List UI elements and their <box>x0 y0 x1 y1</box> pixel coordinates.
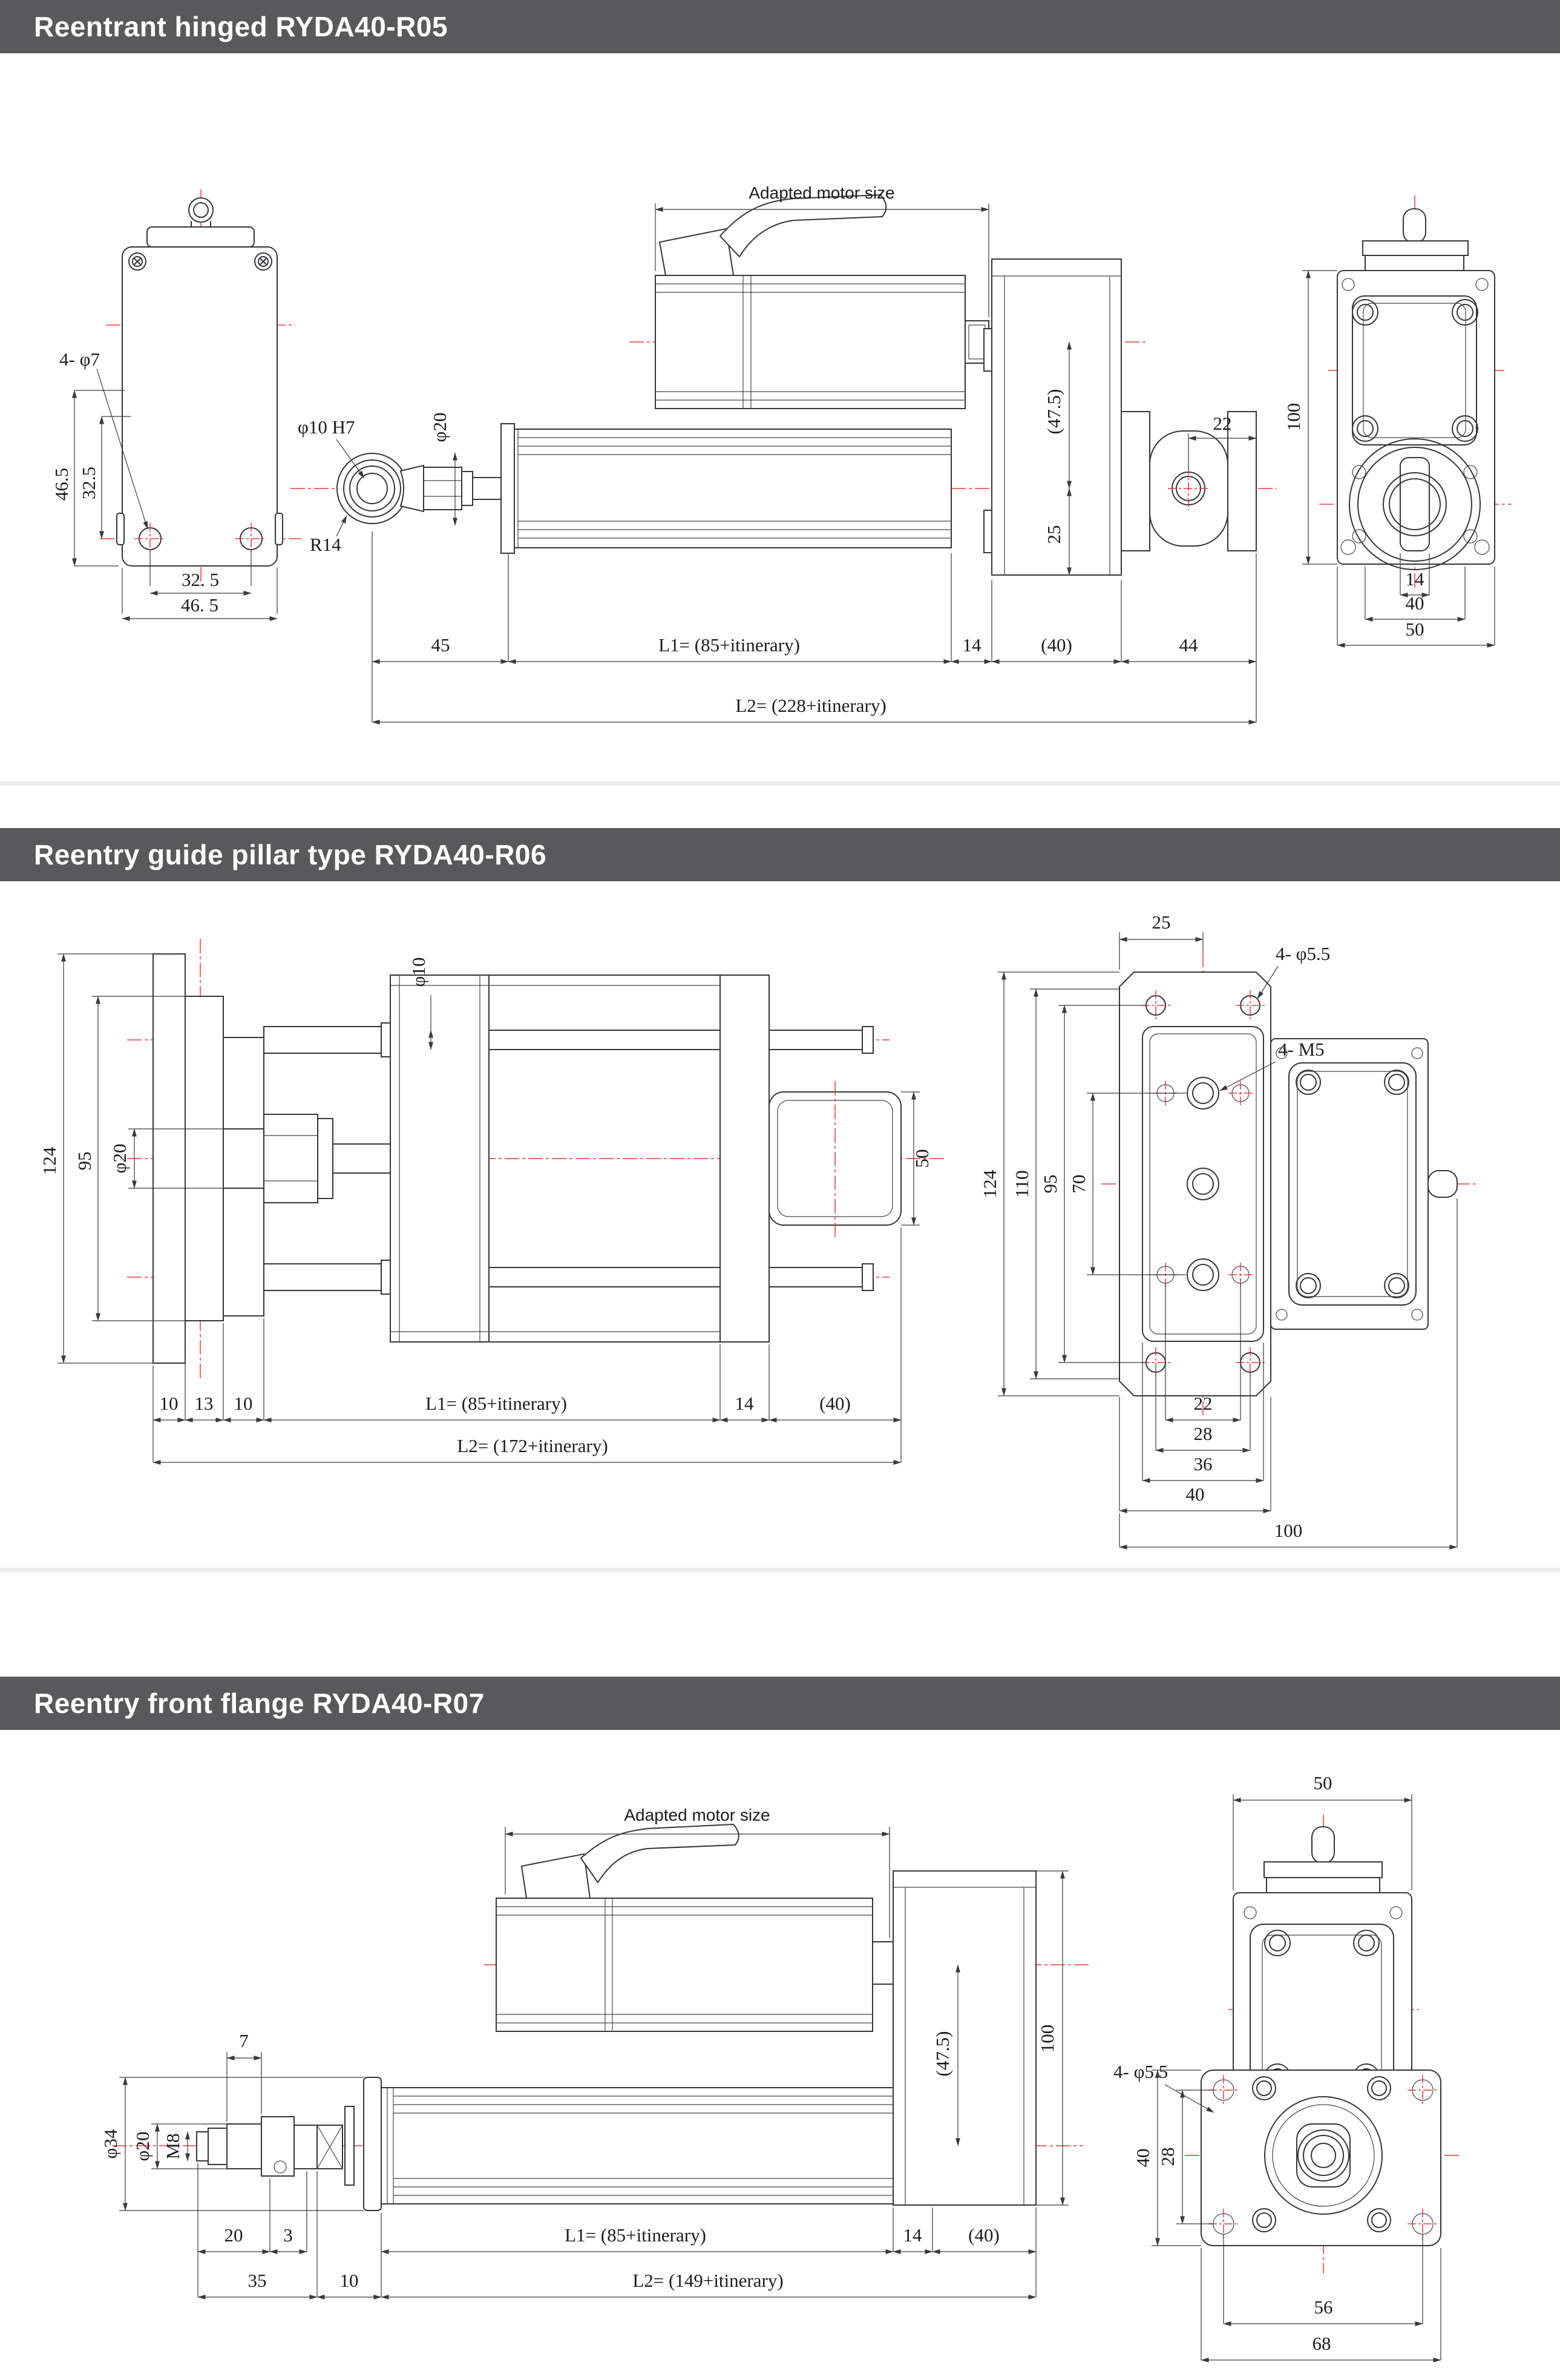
section2-title: Reentry guide pillar type RYDA40-R06 <box>34 839 547 870</box>
s2-dim-40: (40) <box>819 1393 851 1414</box>
s2-dim-w22: 22 <box>1193 1393 1213 1414</box>
section2-header <box>0 828 1560 881</box>
s2-dim-4phi55: 4- φ5.5 <box>1276 943 1331 964</box>
s1-dim-22: 22 <box>1213 413 1232 434</box>
s3-dim-4phi55: 4- φ5.5 <box>1113 2061 1168 2082</box>
s2-left-view <box>39 939 944 1462</box>
s3-dim-28v: 28 <box>1157 2147 1178 2166</box>
s2-dim-95: 95 <box>74 1151 95 1171</box>
s1-dim-r14: R14 <box>310 534 341 555</box>
s3-dim-68: 68 <box>1312 2333 1331 2354</box>
s2-dim-13: 13 <box>194 1393 214 1414</box>
s2-dim-l1: L1= (85+itinerary) <box>425 1393 567 1414</box>
s2-dim-phi10: φ10 <box>408 957 429 987</box>
s1-dim-40: (40) <box>1041 634 1072 656</box>
s1-dim-25: 25 <box>1043 525 1064 544</box>
s2-dim-10b: 10 <box>234 1393 253 1414</box>
s3-adapted-motor-label: Adapted motor size <box>624 1806 770 1824</box>
s1-front-view <box>51 189 301 619</box>
s3-dim-phi20: φ20 <box>132 2131 153 2161</box>
s1-dim-l1: L1= (85+itinerary) <box>658 634 800 656</box>
section3-header <box>0 1677 1560 1730</box>
s2-dim-95r: 95 <box>1040 1174 1061 1194</box>
s2-dim-w28: 28 <box>1193 1423 1213 1444</box>
s2-dim-124: 124 <box>39 1146 60 1175</box>
s1-dim-325v: 32.5 <box>78 466 99 500</box>
s3-dim-56: 56 <box>1314 2296 1333 2318</box>
s1-adapted-motor-label: Adapted motor size <box>749 183 895 202</box>
s1-dim-465b: 46. 5 <box>181 594 218 616</box>
s3-dim-20: 20 <box>224 2224 243 2246</box>
section-divider-2 <box>0 1568 1560 1573</box>
s2-dim-10a: 10 <box>159 1393 179 1414</box>
s1-dim-phi10h7: φ10 H7 <box>298 416 355 438</box>
s1-dim-325b: 32. 5 <box>182 569 219 590</box>
s1-dim-14: 14 <box>962 634 982 656</box>
s2-dim-14: 14 <box>735 1393 754 1414</box>
s2-dim-110: 110 <box>1011 1170 1032 1198</box>
s3-dim-50: 50 <box>1313 1772 1332 1793</box>
s2-right-view <box>979 912 1476 1547</box>
s3-dim-l2: L2= (149+itinerary) <box>632 2270 784 2291</box>
s1-dim-44: 44 <box>1179 634 1198 656</box>
s3-dim-3: 3 <box>283 2224 293 2246</box>
s2-dim-w36: 36 <box>1193 1453 1213 1474</box>
s3-dim-35: 35 <box>247 2270 267 2291</box>
drawing-ryda40-r06 <box>0 881 1560 1568</box>
s2-dim-l2: L2= (172+itinerary) <box>457 1435 608 1456</box>
s3-dim-phi34: φ34 <box>100 2129 121 2159</box>
s3-left-view <box>100 1806 1089 2297</box>
section1-title: Reentrant hinged RYDA40-R05 <box>34 11 448 42</box>
s2-dim-25: 25 <box>1152 912 1171 933</box>
s2-dim-50: 50 <box>911 1149 932 1168</box>
s3-right-view <box>1113 1772 1461 2360</box>
s1-dim-4phi7: 4- φ7 <box>59 349 100 370</box>
s2-dim-phi20: φ20 <box>109 1143 130 1174</box>
s1-side-view <box>290 183 1277 722</box>
s3-dim-100: 100 <box>1037 2024 1058 2053</box>
s2-dim-w100: 100 <box>1274 1520 1303 1541</box>
s1-dim-l2: L2= (228+itinerary) <box>735 695 887 716</box>
s1-dim-465v: 46.5 <box>51 467 72 501</box>
s3-dim-475: (47.5) <box>932 2031 953 2077</box>
s1-dim-w40: 40 <box>1405 593 1424 614</box>
section-divider-1 <box>0 781 1560 786</box>
section3-title: Reentry front flange RYDA40-R07 <box>34 1688 485 1719</box>
section1-header <box>0 0 1560 53</box>
s3-dim-40: (40) <box>968 2224 1000 2246</box>
s3-dim-10: 10 <box>339 2270 359 2291</box>
s1-dim-w14: 14 <box>1405 568 1424 590</box>
s2-dim-4m5: 4- M5 <box>1278 1039 1325 1060</box>
s1-rear-view <box>1283 196 1512 645</box>
s2-dim-w40: 40 <box>1185 1484 1205 1505</box>
s3-dim-14: 14 <box>903 2224 922 2246</box>
s1-dim-phi20: φ20 <box>429 412 450 442</box>
drawing-ryda40-r05 <box>0 53 1560 781</box>
s3-dim-40v: 40 <box>1132 2148 1153 2168</box>
s1-dim-w50: 50 <box>1405 619 1424 640</box>
s1-dim-100: 100 <box>1283 403 1304 432</box>
drawing-ryda40-r07 <box>0 1730 1560 2380</box>
s3-dim-m8: M8 <box>162 2133 183 2160</box>
s3-dim-7: 7 <box>239 2030 249 2051</box>
s1-dim-475: (47.5) <box>1043 389 1064 435</box>
s1-dim-45: 45 <box>431 634 450 656</box>
s2-dim-124r: 124 <box>979 1169 1000 1198</box>
s2-dim-70: 70 <box>1068 1174 1089 1194</box>
s3-dim-l1: L1= (85+itinerary) <box>565 2224 706 2246</box>
